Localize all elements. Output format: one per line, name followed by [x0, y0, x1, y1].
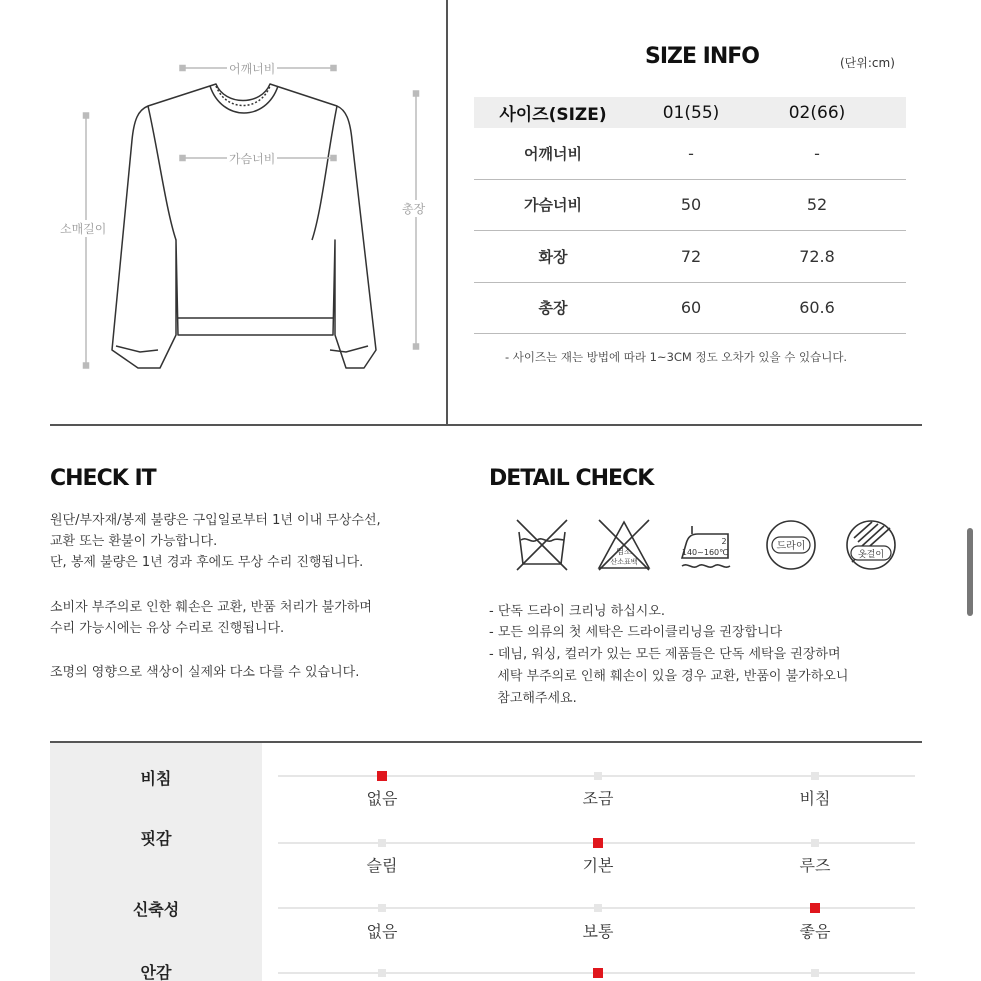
sleeve-length-label: 소매길이	[60, 222, 107, 236]
sweatshirt-illustration	[50, 50, 440, 390]
table-row	[474, 180, 906, 232]
row-label: 가슴너비	[524, 196, 582, 215]
property-option: 슬림	[366, 856, 398, 875]
row-value-02: 60.6	[799, 298, 835, 318]
check-it-line: 조명의 영향으로 색상이 실제와 다소 다를 수 있습니다.	[50, 665, 360, 680]
header-size-02: 02(66)	[788, 102, 846, 123]
row-value-01: 60	[680, 298, 702, 318]
property-name: 핏감	[140, 829, 172, 848]
garment-diagram	[50, 50, 440, 390]
row-label: 총장	[538, 299, 568, 318]
chest-width-label: 가슴너비	[229, 152, 276, 166]
top-divider-vertical	[446, 0, 448, 425]
property-scale-marker	[378, 904, 386, 912]
check-it-line: 교환 또는 환불이 가능합니다.	[50, 534, 218, 549]
property-name: 비침	[140, 769, 172, 788]
property-name: 신축성	[132, 900, 180, 919]
total-length-label: 총장	[402, 202, 426, 216]
row-value-02: 52	[806, 195, 828, 215]
row-value-01: -	[688, 143, 694, 163]
check-it-line: 소비자 부주의로 인한 훼손은 교환, 반품 처리가 불가하며	[50, 600, 372, 615]
property-selected-marker	[593, 838, 603, 848]
detail-check-line: - 단독 드라이 크리닝 하십시오.	[489, 604, 666, 619]
hanger-text: 옷걸이	[857, 550, 885, 560]
property-selected-marker	[810, 903, 820, 913]
property-scale-marker	[378, 969, 386, 977]
check-it-line: 원단/부자재/봉제 불량은 구입일로부터 1년 이내 무상수선,	[50, 513, 381, 528]
check-it-title: CHECK IT	[50, 466, 156, 491]
row-value-01: 50	[680, 195, 702, 215]
header-size-01: 01(55)	[662, 102, 720, 123]
dry-clean-icon	[762, 516, 820, 574]
property-option: 없음	[366, 922, 398, 941]
property-option: 루즈	[799, 856, 831, 875]
section-divider	[50, 424, 922, 426]
check-it-line: 단, 봉제 불량은 1년 경과 후에도 무상 수리 진행됩니다.	[50, 555, 364, 570]
detail-check-line: 세탁 부주의로 인해 훼손이 있을 경우 교환, 반품이 불가하오니	[489, 669, 849, 684]
property-option: 좋음	[799, 922, 831, 941]
check-it-line: 수리 가능시에는 유상 수리로 진행됩니다.	[50, 621, 285, 636]
row-value-01: 72	[680, 246, 702, 266]
detail-check-line: 참고해주세요.	[489, 691, 577, 706]
property-scale-marker	[594, 772, 602, 780]
detail-check-line: - 모든 의류의 첫 세탁은 드라이클리닝을 권장합니다	[489, 625, 783, 640]
bleach-text-2: 산소표백	[610, 558, 638, 566]
size-info-title: SIZE INFO	[645, 44, 759, 69]
table-row	[474, 283, 906, 335]
iron-temp: 140~160℃	[681, 548, 729, 557]
iron-number: 2	[721, 537, 727, 546]
no-wash-icon	[513, 516, 571, 574]
size-note: - 사이즈는 재는 방법에 따라 1~3CM 정도 오차가 있을 수 있습니다.	[505, 350, 848, 364]
size-table-header	[474, 97, 906, 128]
row-label: 어깨너비	[524, 144, 582, 163]
property-selected-marker	[377, 771, 387, 781]
no-bleach-icon	[595, 516, 653, 574]
property-option: 기본	[582, 856, 614, 875]
property-option: 비침	[799, 789, 831, 808]
detail-check-line: - 데님, 워싱, 컬러가 있는 모든 제품들은 단독 세탁을 권장하며	[489, 647, 841, 662]
property-scale-marker	[594, 904, 602, 912]
detail-check-title: DETAIL CHECK	[489, 466, 654, 491]
dry-text: 드라이	[776, 541, 806, 552]
table-row	[474, 128, 906, 180]
row-value-02: 72.8	[799, 246, 835, 266]
property-scale-marker	[378, 839, 386, 847]
header-size: 사이즈(SIZE)	[499, 105, 607, 125]
property-name: 안감	[140, 963, 172, 981]
property-option: 없음	[366, 789, 398, 808]
size-table	[474, 97, 906, 334]
row-value-02: -	[814, 143, 820, 163]
property-scale-marker	[811, 969, 819, 977]
property-option: 조금	[582, 789, 614, 808]
size-unit: (단위:cm)	[840, 56, 895, 70]
property-scale-marker	[811, 839, 819, 847]
hanger-dry-icon	[842, 516, 900, 574]
row-label: 화장	[538, 247, 568, 266]
iron-icon	[678, 516, 736, 574]
property-selected-marker	[593, 968, 603, 978]
property-scale-marker	[811, 772, 819, 780]
bleach-text-1: 염소	[616, 547, 632, 556]
table-row	[474, 231, 906, 283]
shoulder-width-label: 어깨너비	[229, 62, 276, 76]
property-option: 보통	[582, 922, 614, 941]
scrollbar[interactable]	[967, 528, 973, 616]
